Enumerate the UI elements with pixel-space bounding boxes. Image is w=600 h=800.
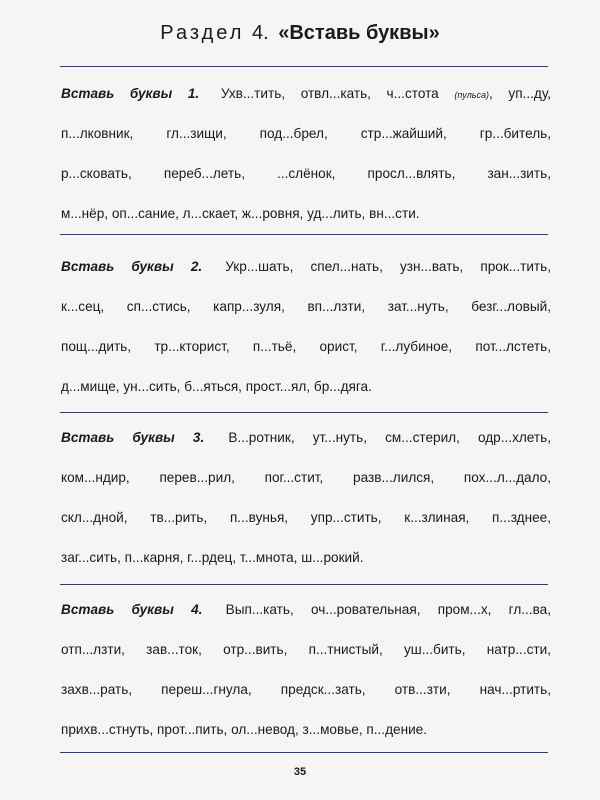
exercise-line: прихв...стнуть, прот...пить, ол...невод, з...мовье, п...дение.	[61, 722, 428, 737]
section-label: Раздел	[160, 22, 245, 44]
exercise-line: д...мище, ун...сить, б...яться, прост...ял, бр...дяга.	[61, 379, 372, 394]
exercise-line: захв...рать, переш...гнула, предск...зать, отв...зти, нач...ртить,	[61, 682, 551, 697]
exercise-note: (пульса)	[454, 90, 490, 100]
exercise-text: , уп...ду,	[489, 86, 552, 101]
exercise-2	[61, 257, 551, 417]
exercise-line	[61, 84, 551, 124]
exercise-line	[61, 428, 551, 468]
exercise-line: п...лковник, гл...зищи, под...брел, стр...жайший, гр...битель,	[61, 126, 551, 141]
exercise-3	[61, 428, 551, 588]
exercise-line	[61, 600, 551, 640]
exercise-title: Вставь буквы 3.	[61, 430, 205, 445]
exercise-title: Вставь буквы 1.	[61, 86, 200, 101]
divider-line	[60, 66, 548, 67]
page-number: 35	[293, 766, 307, 778]
divider-line	[60, 584, 548, 585]
exercise-text: Вып...кать, оч...ровательная, пром...х, гл...ва,	[225, 602, 551, 617]
exercise-title: Вставь буквы 2.	[61, 259, 203, 274]
exercise-line: к...сец, сп...стись, капр...зуля, вп...лзти, зат...нуть, безг...ловый,	[61, 299, 551, 314]
exercise-line: р...сковать, переб...леть, ...слёнок, просл...влять, зан...зить,	[61, 166, 551, 181]
exercise-text: Укр...шать, спел...нать, узн...вать, прок...тить,	[225, 259, 551, 274]
exercise-text: В...ротник, ут...нуть, см...стерил, одр...хлеть,	[228, 430, 551, 445]
divider-line	[60, 412, 548, 413]
section-number: 4.	[251, 22, 269, 44]
page-header	[0, 20, 600, 46]
divider-line	[60, 752, 548, 753]
exercise-4	[61, 600, 551, 760]
section-title: «Вставь буквы»	[278, 22, 440, 44]
exercise-text: Ухв...тить, отвл...кать, ч...стота	[220, 86, 439, 101]
exercise-line: м...нёр, оп...сание, л...скает, ж...ровня, уд...лить, вн...сти.	[61, 206, 420, 221]
exercise-title: Вставь буквы 4.	[61, 602, 203, 617]
exercise-1	[61, 84, 551, 244]
exercise-line: пощ...дить, тр...кторист, п...тьё, орист, г...лубиное, пот...лстеть,	[61, 339, 551, 354]
exercise-line: ком...ндир, перев...рил, пог...стит, разв...лился, пох...л...дало,	[61, 470, 551, 485]
divider-line	[60, 234, 548, 235]
exercise-line: заг...сить, п...карня, г...рдец, т...мнота, ш...рокий.	[61, 550, 364, 565]
exercise-line: отп...лзти, зав...ток, отр...вить, п...тнистый, уш...бить, натр...сти,	[61, 642, 551, 657]
exercise-line	[61, 257, 551, 297]
exercise-line: скл...дной, тв...рить, п...вунья, упр...стить, к...злиная, п...зднее,	[61, 510, 551, 525]
